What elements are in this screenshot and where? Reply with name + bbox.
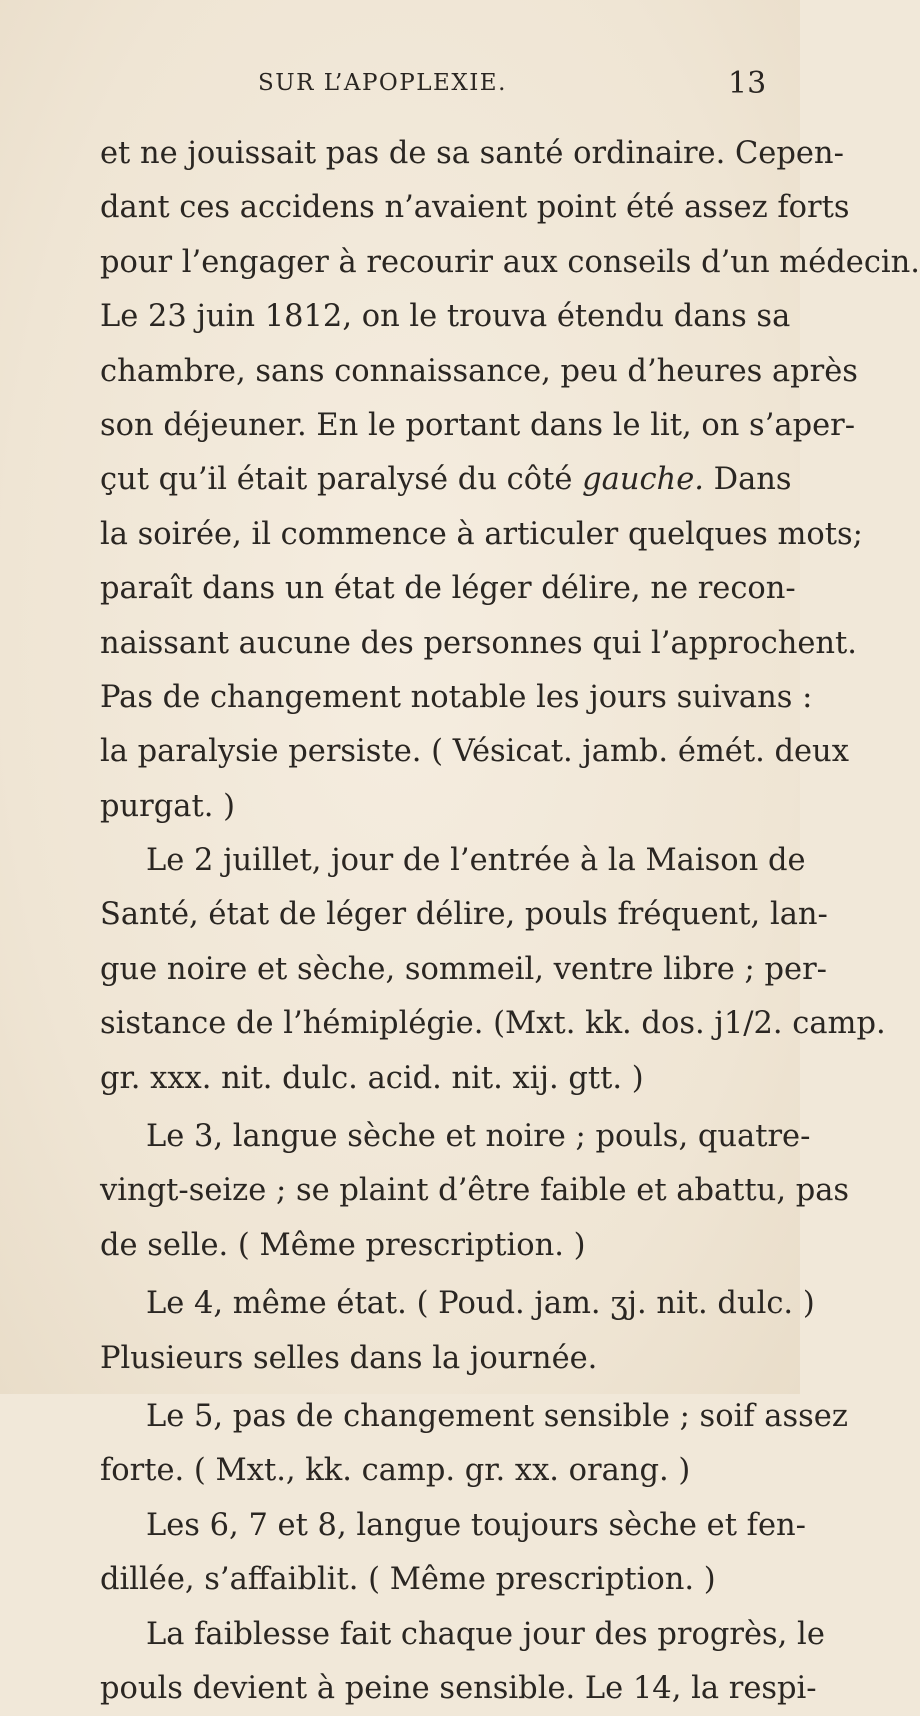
text-line: Pas de changement notable les jours suivans : bbox=[100, 679, 813, 715]
text-line: la paralysie persiste. ( Vésicat. jamb. émét. deux bbox=[100, 734, 849, 770]
text-line: sistance de l’hémiplégie. (Mxt. kk. dos. j1/2. camp. bbox=[100, 1006, 886, 1042]
text-line: vingt-seize ; se plaint d’être faible et abattu, pas bbox=[100, 1173, 850, 1209]
body-text bbox=[100, 127, 920, 1716]
text-line: dant ces accidens n’avaient point été assez forts bbox=[100, 190, 850, 226]
page-header bbox=[0, 66, 800, 110]
paragraph-start-line: Les 6, 7 et 8, langue toujours sèche et fen- bbox=[146, 1507, 806, 1543]
text-line: chambre, sans connaissance, peu d’heures après bbox=[100, 353, 858, 389]
text-line: dillée, s’affaiblit. ( Même prescription. ) bbox=[100, 1562, 716, 1598]
text-line: Le 23 juin 1812, on le trouva étendu dans sa bbox=[100, 299, 791, 335]
paragraph-start-line: Le 5, pas de changement sensible ; soif assez bbox=[146, 1398, 848, 1434]
running-head: SUR L’APOPLEXIE. bbox=[258, 70, 507, 96]
text-line bbox=[100, 453, 792, 507]
text-line: gr. xxx. nit. dulc. acid. nit. xij. gtt. ) bbox=[100, 1060, 644, 1096]
text-segment: Dans bbox=[713, 462, 792, 498]
text-line: paraît dans un état de léger délire, ne recon- bbox=[100, 571, 796, 607]
text-line: son déjeuner. En le portant dans le lit, on s’aper- bbox=[100, 407, 856, 443]
paragraph-start-line: Le 3, langue sèche et noire ; pouls, quatre- bbox=[146, 1119, 811, 1155]
text-line: pour l’engager à recourir aux conseils d’un médecin. bbox=[100, 244, 920, 280]
paragraph-start-line: Le 4, même état. ( Poud. jam. ʒj. nit. dulc. ) bbox=[146, 1286, 815, 1322]
italic-word: gauche. bbox=[582, 462, 704, 498]
page-number: 13 bbox=[728, 66, 767, 101]
text-line: naissant aucune des personnes qui l’approchent. bbox=[100, 625, 857, 661]
text-line: la soirée, il commence à articuler quelques mots; bbox=[100, 516, 863, 552]
paragraph-start-line: Le 2 juillet, jour de l’entrée à la Maison de bbox=[146, 843, 806, 879]
text-line: forte. ( Mxt., kk. camp. gr. xx. orang. ) bbox=[100, 1453, 691, 1489]
text-line: Plusieurs selles dans la journée. bbox=[100, 1340, 598, 1376]
text-line: Santé, état de léger délire, pouls fréquent, lan- bbox=[100, 897, 828, 933]
text-line: de selle. ( Même prescription. ) bbox=[100, 1227, 586, 1263]
text-segment: çut qu’il était paralysé du côté bbox=[100, 462, 573, 498]
text-line: gue noire et sèche, sommeil, ventre libre ; per- bbox=[100, 951, 827, 987]
text-line: pouls devient à peine sensible. Le 14, la respi- bbox=[100, 1670, 817, 1706]
paragraph-start-line: La faiblesse fait chaque jour des progrès, le bbox=[146, 1616, 825, 1652]
text-line: et ne jouissait pas de sa santé ordinaire. Cepen- bbox=[100, 136, 844, 171]
text-line: purgat. ) bbox=[100, 788, 236, 824]
